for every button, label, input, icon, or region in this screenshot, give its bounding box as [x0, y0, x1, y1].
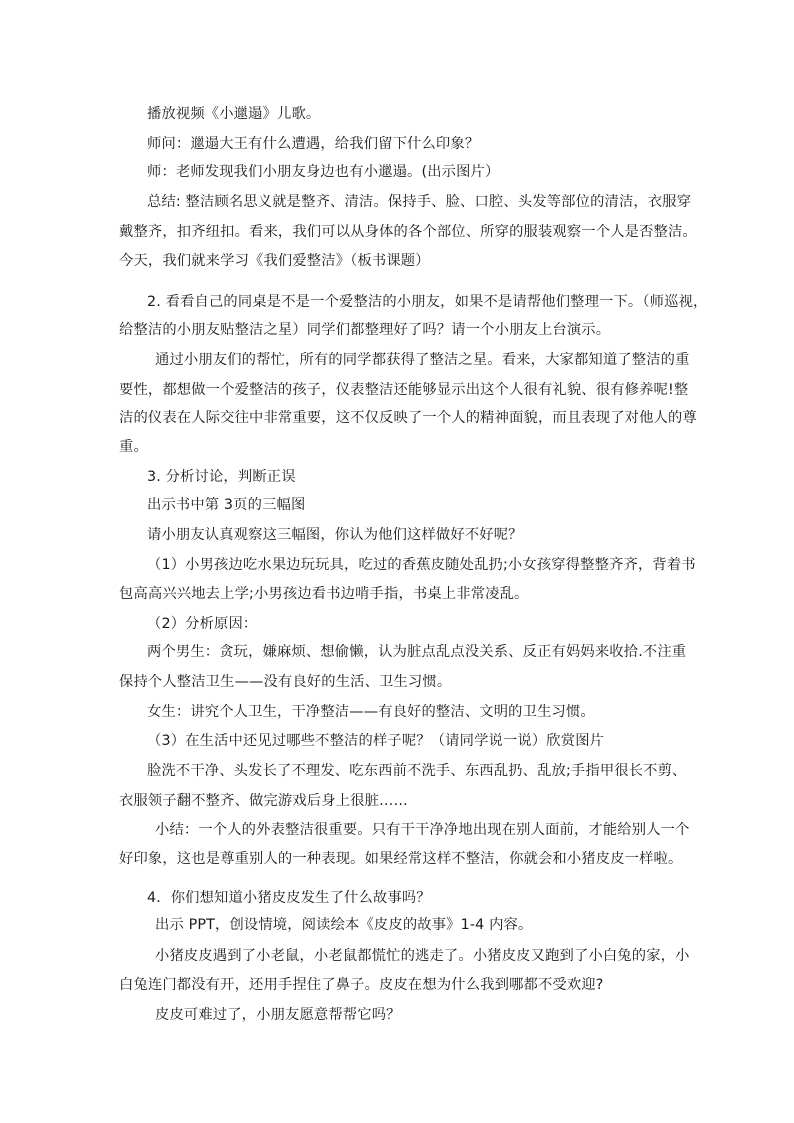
text-line: 小结：一个人的外表整洁很重要。只有干干净净地出现在别人面前，才能给别人一个 [155, 822, 690, 838]
text-line: 出示 PPT，创设情境，阅读绘本《皮皮的故事》1-4 内容。 [155, 917, 533, 933]
text-line: 2. 看看自己的同桌是不是一个爱整洁的小朋友，如果不是请帮他们整理一下。（师巡视， [147, 294, 708, 310]
text-line: 皮皮可难过了，小朋友愿意帮帮它吗？ [155, 1007, 401, 1023]
text-line: 3. 分析讨论，判断正误 [147, 469, 296, 485]
text-line: 好印象，这也是尊重别人的一种表现。如果经常这样不整洁，你就会和小猪皮皮一样啦。 [119, 851, 683, 867]
text-line: 两个男生：贪玩，嫌麻烦、想偷懒，认为脏点乱点没关系、反正有妈妈来收拾.不注重 [147, 644, 687, 660]
text-line: 出示书中第 3页的三幅图 [147, 497, 306, 513]
text-line: （3）在生活中还见过哪些不整洁的样子呢？（请同学说一说）欣赏图片 [147, 733, 605, 749]
text-line: （2）分析原因： [147, 616, 258, 632]
text-line: 包高高兴兴地去上学;小男孩边看书边啃手指，书桌上非常凌乱。 [119, 586, 529, 602]
text-line: 戴整齐，扣齐纽扣。看来，我们可以从身体的各个部位、所穿的服装观察一个人是否整洁。 [119, 224, 697, 240]
text-line: 请小朋友认真观察这三幅图，你认为他们这样做好不好呢？ [147, 527, 523, 543]
text-line: （1）小男孩边吃水果边玩玩具，吃过的香蕉皮随处乱扔;小女孩穿得整整齐齐，背着书 [147, 557, 696, 573]
text-line: 播放视频《小邋遢》儿歌。 [147, 106, 321, 122]
text-line: 洁的仪表在人际交往中非常重要，这不仅反映了一个人的精神面貌，而且表现了对他人的尊 [119, 410, 697, 426]
text-line: 总结: 整洁顾名思义就是整齐、清洁。保持手、脸、口腔、头发等部位的清洁，衣服穿 [147, 194, 692, 210]
text-line: 白兔连门都没有开，还用手捏住了鼻子。皮皮在想为什么我到哪都不受欢迎? [119, 977, 604, 993]
text-line: 今天，我们就来学习《我们爱整洁》（板书课题） [119, 253, 430, 269]
text-line: 4．你们想知道小猪皮皮发生了什么故事吗？ [147, 890, 431, 906]
text-line: 脸洗不干净、头发长了不理发、吃东西前不洗手、东西乱扔、乱放;手指甲很长不剪、 [147, 763, 687, 779]
text-line: 给整洁的小朋友贴整洁之星）同学们都整理好了吗？请一个小朋友上台演示。 [119, 322, 611, 338]
text-line: 保持个人整洁卫生——没有良好的生活、卫生习惯。 [119, 674, 452, 690]
text-line: 小猪皮皮遇到了小老鼠，小老鼠都慌忙的逃走了。小猪皮皮又跑到了小白兔的家，小 [155, 948, 690, 964]
text-line: 重。 [119, 439, 148, 455]
text-line: 师问：邋遢大王有什么遭遇，给我们留下什么印象？ [147, 136, 480, 152]
text-line: 师：老师发现我们小朋友身边也有小邋遢。(出示图片） [147, 164, 500, 180]
text-line: 要性，都想做一个爱整洁的孩子，仪表整洁还能够显示出这个人很有礼貌、很有修养呢!整 [119, 382, 689, 398]
text-line: 衣服领子翻不整齐、做完游戏后身上很脏…… [119, 793, 408, 809]
text-line: 通过小朋友们的帮忙，所有的同学都获得了整洁之星。看来，大家都知道了整洁的重 [155, 352, 690, 368]
text-line: 女生：讲究个人卫生，干净整洁——有良好的整洁、文明的卫生习惯。 [147, 704, 595, 720]
